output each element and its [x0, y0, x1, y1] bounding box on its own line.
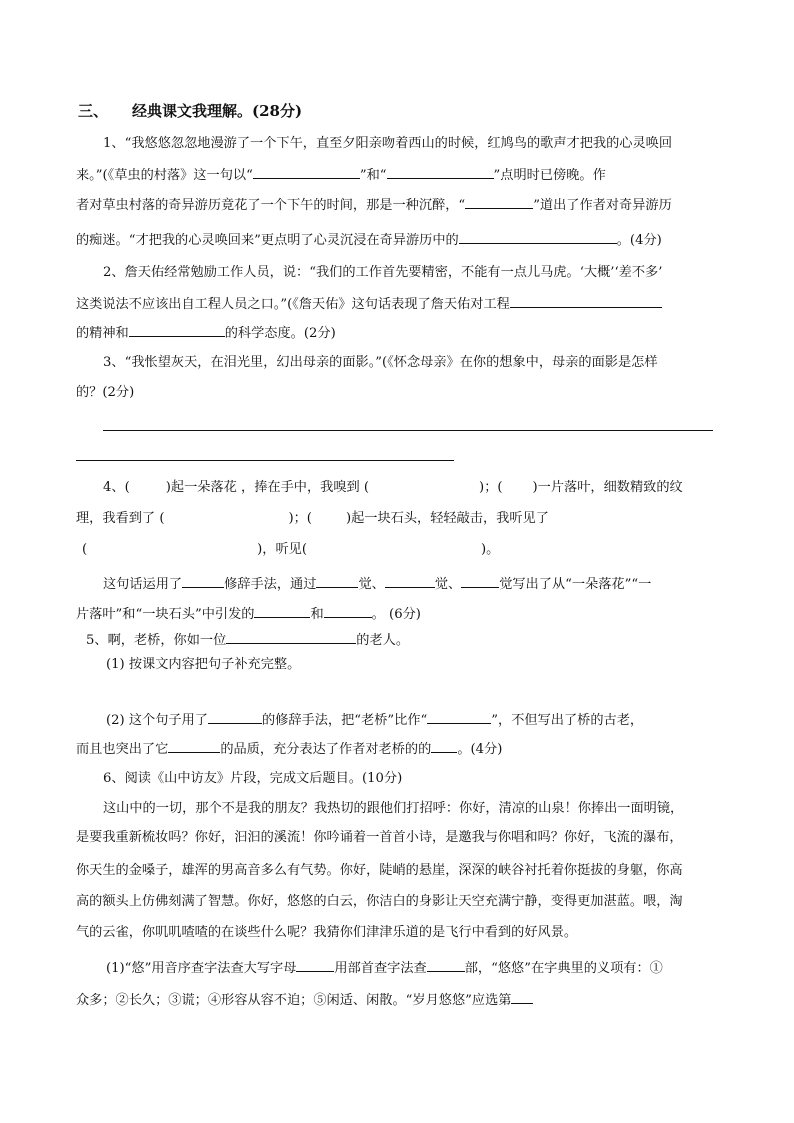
q4-blank-feeling-1[interactable]: [254, 603, 310, 618]
q4-line-5: 片落叶”和“一块石头”中引发的 和 。 (6分): [76, 603, 421, 624]
q5-sub-2-line-1: (2) 这个句子用了 的修辞手法，把“老桥”比作“ ”，不但写出了桥的古老，: [106, 709, 643, 730]
q1-blank-4[interactable]: [459, 229, 617, 244]
q4-blank-sense-3[interactable]: [461, 573, 499, 588]
q6-passage-line-5: 气的云雀，你叽叽喳喳的在谈些什么呢？我猜你们津津乐道的是飞行中看到的好风景。: [76, 925, 578, 940]
q5-sub-2-line-2: 而且也突出了它 的品质，充分表达了作者对老桥的的 。(4分): [76, 738, 502, 759]
q1-blank-1[interactable]: [253, 164, 360, 179]
q6-line-1: 6、阅读《山中访友》片段，完成文后题目。(10分): [103, 771, 403, 786]
q3-line-2: 的？(2分): [76, 385, 135, 400]
section-heading: [78, 100, 302, 121]
q1-line-1: 1、“我悠悠忽忽地漫游了一个下午，直至夕阳亲吻着西山的时候，红鸠鸟的歌声才把我的心灵唤回: [103, 136, 673, 151]
q6-passage-line-3: 你天生的金嗓子，雄浑的男高音多么有气势。你好，陡峭的悬崖，深深的峡谷衬托着你挺拔的身躯，你高: [76, 863, 683, 878]
q1-line-4: 的痴迷。“才把我的心灵唤回来”更点明了心灵沉浸在奇异游历中的 。(4分): [76, 229, 662, 250]
q5-blank-compare[interactable]: [427, 709, 491, 724]
q4-line-4: 这句话运用了 修辞手法，通过 觉、 觉、 觉写出了从“一朵落花”“一: [103, 573, 651, 594]
q6-passage-line-4: 高的额头上仿佛刻满了智慧。你好，悠悠的白云，你洁白的身影让天空充满宁静，变得更加湛蓝。喂，淘: [76, 894, 683, 909]
q6-passage-line-1: 这山中的一切，那个不是我的朋友？我热切的跟他们打招呼：你好，清凉的山泉！你捧出一面明镜，: [103, 801, 684, 816]
q1-blank-3[interactable]: [465, 194, 533, 209]
q4-line-2: 理，我看到了 ( )；( )起一块石头，轻轻敲击，我听见了: [76, 511, 549, 526]
q3-answer-line-1[interactable]: [103, 430, 713, 431]
q3-line-1: 3、“我怅望灰天，在泪光里，幻出母亲的面影。”(《怀念母亲》在你的想象中，母亲的面影是怎样: [103, 355, 658, 370]
q4-line-3: ( )，听见( )。: [82, 542, 500, 557]
q2-line-1: 2、詹天佑经常勉励工作人员，说：“我们的工作首先要精密，不能有一点儿马虎。‘大概’‘差不多’: [103, 265, 663, 280]
q3-answer-line-2[interactable]: [76, 460, 454, 461]
q1-line-2: 来。”(《草虫的村落》这一句以“ ”和“ ”点明时已傍晚。作: [76, 164, 606, 185]
q6-blank-radical[interactable]: [427, 957, 465, 972]
section-number: 三、: [78, 102, 109, 120]
q5-blank-quality[interactable]: [168, 738, 220, 753]
q4-blank-sense-1[interactable]: [316, 573, 358, 588]
q4-blank-rhetoric[interactable]: [182, 573, 224, 588]
q2-blank-2[interactable]: [129, 322, 225, 337]
q5-blank-emotion[interactable]: [431, 738, 457, 753]
q5-sub-1: (1) 按课文内容把句子补充完整。: [106, 657, 301, 672]
q2-line-2: 这类说法不应该出自工程人员之口。”(《詹天佑》这句话表现了詹天佑对工程: [76, 293, 662, 314]
q4-blank-feeling-2[interactable]: [324, 603, 372, 618]
q1-line-3: 者对草虫村落的奇异游历竟花了一个下午的时间，那是一种沉醉，“ ”道出了作者对奇异游历: [76, 194, 672, 215]
q2-blank-1[interactable]: [510, 293, 662, 308]
q6-sub-1-line-1: (1)“悠”用音序查字法查大写字母 用部首查字法查 部，“悠悠”在字典里的义项有：①: [106, 957, 663, 978]
section-title: 经典课文我理解。(28分): [132, 102, 303, 120]
q4-blank-sense-2[interactable]: [385, 573, 435, 588]
q5-blank-1[interactable]: [226, 629, 356, 644]
q6-blank-meaning[interactable]: [511, 989, 533, 1004]
q5-blank-rhetoric[interactable]: [208, 709, 262, 724]
q5-line-1: 5、啊，老桥，你如一位 的老人。: [86, 629, 409, 650]
q6-blank-letter[interactable]: [296, 957, 334, 972]
q6-passage-line-2: 是要我重新梳妆吗？你好，汩汩的溪流！你吟诵着一首首小诗，是邀我与你唱和吗？你好，飞流的瀑布，: [76, 830, 683, 845]
q4-line-1: 4、( )起一朵落花 ，捧在手中，我嗅到 ( )；( )一片落叶，细数精致的纹: [103, 480, 683, 495]
q6-sub-1-line-2: 众多；②长久；③谎；④形容从容不迫；⑤闲适、闲散。“岁月悠悠”应选第: [76, 989, 533, 1010]
q1-blank-2[interactable]: [387, 164, 494, 179]
q2-line-3: 的精神和 的科学态度。(2分): [76, 322, 336, 343]
